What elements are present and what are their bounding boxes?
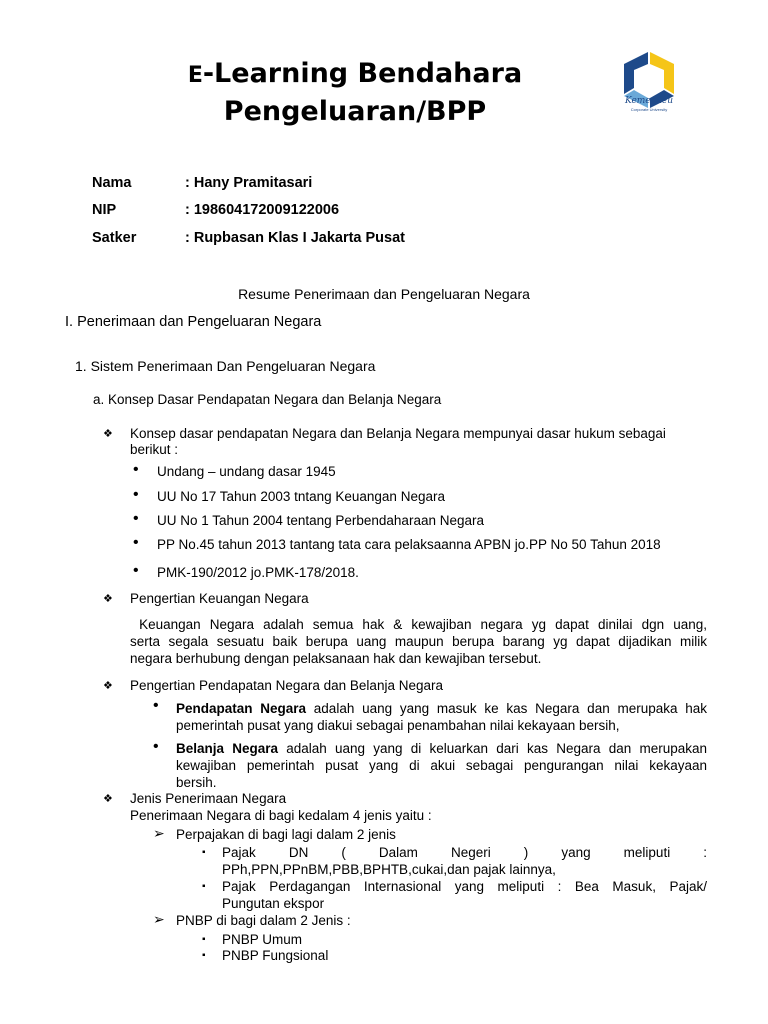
perpajakan-item: Perpajakan di bagi lagi dalam 2 jenis bbox=[176, 827, 396, 842]
section-heading: I. Penerimaan dan Pengeluaran Negara bbox=[65, 314, 322, 330]
pendapatan-definition-line2: pemerintah pusat yang diakui sebagai penambahan nilai kekayaan bersih, bbox=[176, 718, 620, 733]
pajak-dn-line2: PPh,PPN,PPnBM,PBB,BPHTB,cukai,dan pajak lainnya, bbox=[222, 862, 556, 877]
law-item: UU No 17 Tahun 2003 tntang Keuangan Negara bbox=[157, 489, 445, 504]
square-bullet-icon: ▪ bbox=[202, 847, 206, 858]
keuangan-definition-line2: serta segala sesuatu baik berupa uang maupun berupa barang yg dapat dijadikan milik bbox=[130, 634, 707, 649]
keuangan-definition-line1: Keuangan Negara adalah semua hak & kewajiban negara yg dapat dinilai dgn uang, bbox=[130, 617, 707, 632]
law-item: PP No.45 tahun 2013 tantang tata cara pelaksaanna APBN jo.PP No 50 Tahun 2018 bbox=[157, 537, 661, 552]
dot-bullet-icon: • bbox=[133, 510, 139, 527]
pendapatan-definition-line1: Pendapatan Negara adalah uang yang masuk ke kas Negara dan merupaka hak bbox=[176, 701, 707, 716]
info-row-satker: Satker : Rupbasan Klas I Jakarta Pusat bbox=[92, 230, 405, 246]
law-item: Undang – undang dasar 1945 bbox=[157, 464, 336, 479]
belanja-definition-line1: Belanja Negara adalah uang yang di keluarkan dari kas Negara dan merupakan bbox=[176, 741, 708, 756]
pajak-internasional-line2: Pungutan ekspor bbox=[222, 896, 325, 911]
diamond-bullet-icon: ❖ bbox=[103, 593, 113, 605]
pajak-internasional-line1: Pajak Perdagangan Internasional yang meliputi : Bea Masuk, Pajak/ bbox=[222, 879, 707, 894]
keuangan-definition-line3: negara berhubung dengan pelaksanaan hak dan kewajiban tersebut. bbox=[130, 651, 542, 666]
dot-bullet-icon: • bbox=[153, 697, 159, 714]
konsep-paragraph-line1: Konsep dasar pendapatan Negara dan Belanja Negara mempunyai dasar hukum sebagai bbox=[130, 426, 666, 441]
pnbp-umum: PNBP Umum bbox=[222, 932, 303, 947]
pengertian-pendapatan-heading: Pengertian Pendapatan Negara dan Belanja Negara bbox=[130, 678, 443, 693]
jenis-penerimaan-heading: Jenis Penerimaan Negara bbox=[130, 791, 287, 806]
kemenkeu-logo bbox=[618, 50, 680, 122]
pnbp-fungsional: PNBP Fungsional bbox=[222, 948, 329, 963]
jenis-penerimaan-intro: Penerimaan Negara di bagi kedalam 4 jenis yaitu : bbox=[130, 808, 432, 823]
diamond-bullet-icon: ❖ bbox=[103, 428, 113, 440]
diamond-bullet-icon: ❖ bbox=[103, 793, 113, 805]
square-bullet-icon: ▪ bbox=[202, 934, 206, 945]
konsep-paragraph-line2: berikut : bbox=[130, 442, 179, 457]
pengertian-keuangan-heading: Pengertian Keuangan Negara bbox=[130, 591, 309, 606]
square-bullet-icon: ▪ bbox=[202, 881, 206, 892]
resume-title: Resume Penerimaan dan Pengeluaran Negara bbox=[238, 286, 530, 302]
diamond-bullet-icon: ❖ bbox=[103, 680, 113, 692]
law-item: PMK-190/2012 jo.PMK-178/2018. bbox=[157, 565, 359, 580]
pnbp-item: PNBP di bagi dalam 2 Jenis : bbox=[176, 913, 351, 928]
info-row-nip: NIP : 198604172009122006 bbox=[92, 202, 340, 218]
info-row-nama: Nama : Hany Pramitasari bbox=[92, 175, 313, 191]
dot-bullet-icon: • bbox=[133, 461, 139, 478]
dot-bullet-icon: • bbox=[133, 534, 139, 551]
dot-bullet-icon: • bbox=[133, 562, 139, 579]
subsection-heading: 1. Sistem Penerimaan Dan Pengeluaran Negara bbox=[75, 358, 376, 374]
document-title: E-Learning Bendahara Pengeluaran/BPP bbox=[187, 58, 523, 127]
law-item: UU No 1 Tahun 2004 tentang Perbendaharaan Negara bbox=[157, 513, 484, 528]
belanja-definition-line2: kewajiban pemerintah pusat yang di akui sebagai pengurangan nilai kekayaan bbox=[176, 758, 707, 773]
dot-bullet-icon: • bbox=[133, 486, 139, 503]
dot-bullet-icon: • bbox=[153, 738, 159, 755]
logo-subtext: Corporate University bbox=[630, 107, 668, 112]
item-a-heading: a. Konsep Dasar Pendapatan Negara dan Belanja Negara bbox=[93, 392, 442, 407]
square-bullet-icon: ▪ bbox=[202, 950, 206, 961]
pajak-dn-line1: Pajak DN ( Dalam Negeri ) yang meliputi : bbox=[222, 845, 707, 860]
logo-wordmark: Kemenkeu bbox=[624, 96, 674, 106]
belanja-definition-line3: bersih. bbox=[176, 775, 217, 790]
arrow-bullet-icon: ➢ bbox=[153, 825, 165, 841]
arrow-bullet-icon: ➢ bbox=[153, 911, 165, 927]
